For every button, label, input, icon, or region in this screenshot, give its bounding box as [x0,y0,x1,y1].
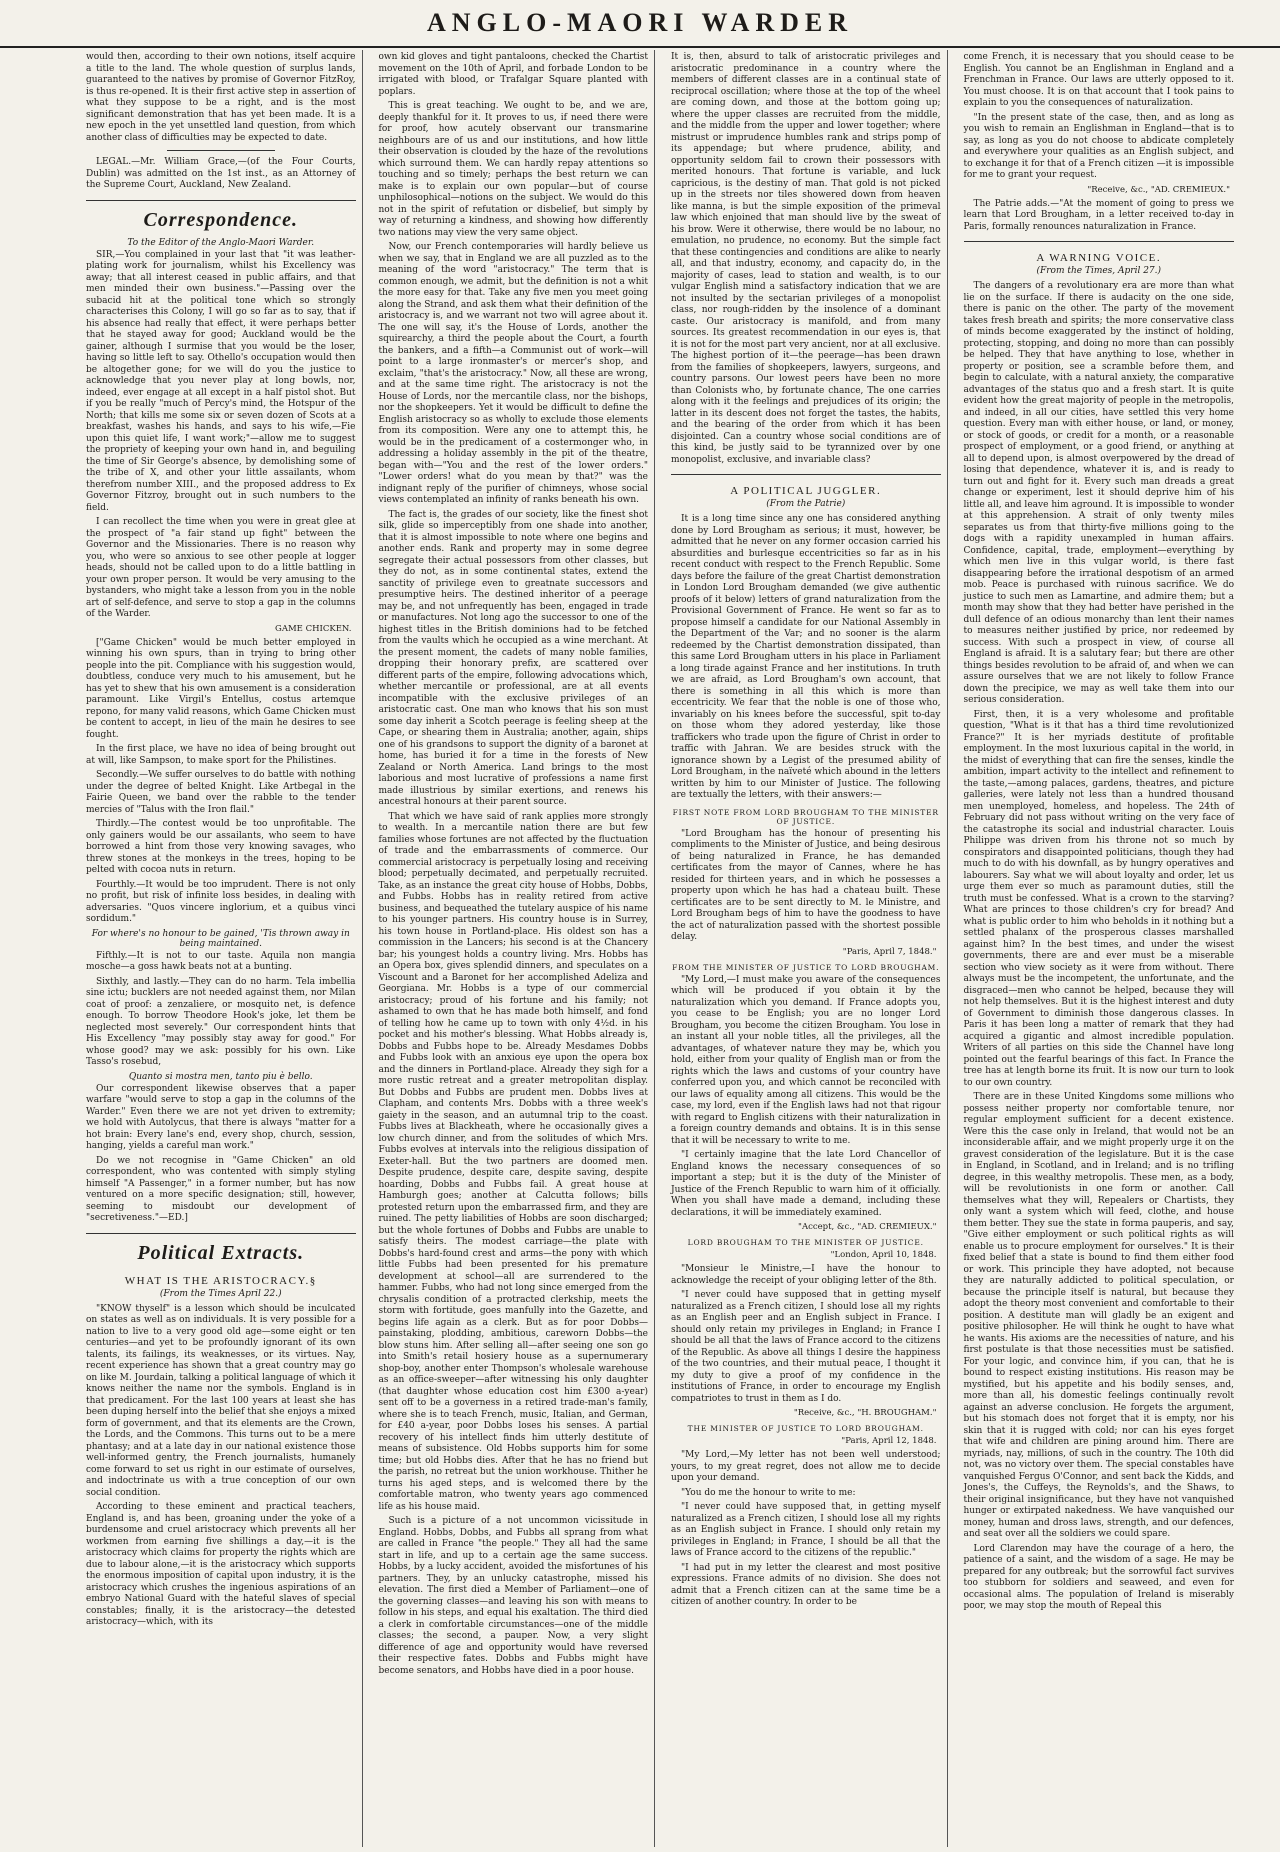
editor-reply-paragraph: Thirdly.—The contest would be too unprofitable. The only gainers would be our assailants, who seem to have borrowed a hint from those very knowing savages, who threw stones at the monkeys in the trees, hoping to be pelted with cocoa nuts in return. [86,819,356,875]
letter-paragraph: "You do me the honour to write to me: [681,1487,856,1498]
editor-reply-paragraph: ["Game Chicken" would be much better employed in winning his own spurs, than in trying to bring other people into the pit. Compliance with his suggestion would, doubtless, conduce very much to his amusement, but he has yet to shew that his own amusement is a consideration paramount. Like Virgil's Entellus, costus artemque repono, for many valid reasons, which Game Chicken must be content to accept, in lieu of the main he desires to see fought. [86,637,356,740]
article-paragraph: First, then, it is a very wholesome and profitable question, "What is it that has a third time revolutionized France?" It is her myriads destitute of profitable employment. In the most luxurious capital in the world, in the midst of everything that can fire the senses, kindle the ambition, impart activity to the intellect and refinement to the taste,—among palaces, gardens, theatres, and picture galleries, were lately not less than a hundred thousand men unemployed, homeless, and hopeless. The 24th of February did not pass without writing on the very face of the catastrophe its social and industrial character. Louis Philippe was driven from his throne not so much by conspirators and disappointed politicians, though they had much to do with his downfall, as by hungry operatives and labourers. Say what we will about loyalty and order, let us urge them ever so much as paramount duties, still the truth must be confessed. What is a crown to the starving? What are princes to those children's cry for bread? And what is public order to him who beholds in it nothing but a settled phalanx of the prosperous classes marshalled against him? In the best times, and under the wisest governments, there are and ever must be a miserable section who view society as it were from without. There always must be the incompetent, the unfortunate, and the disgraced—men who cannot be helped, because they will not help themselves. But it is the highest interest and duty of Government to diminish those dangerous classes. In Paris it has been long a matter of remark that they had acquired a gigantic and almost incredible population. Writers of all parties on this side the Channel have long pointed out the fearful bearings of this fact. In France the tree has at length borne its fruit. It is now our turn to look to our own country. [963,709,1234,1088]
letter-paragraph: "I never could have supposed that, in getting myself naturalized as a French citizen, I should lose all my rights as an English subject in France. I should only retain my privileges in England; in France, I should be all that the laws of France accord to the citizens of the republic." [671,1502,941,1558]
intro-paragraph: would then, according to their own notions, itself acquire a title to the land. The whole question of surplus lands, guaranteed to the natives by promise of Governor FitzRoy, is thus re-opened. It is their first active step in assertion of what they suppose to be a right, and is the most significant demonstration that has yet been made. It is a new epoch in the yet unsettled land question, from which another class of difficulties may be expected to date. [86,52,356,143]
article-paragraph: There are in these United Kingdoms some millions who possess neither property nor comfortable tenure, nor regular employment sufficient for a decent existence. Were this the case only in Ireland, that would not be an inconsiderable affair, and we might properly urge it on the gravest consideration of the legislature. But it is the case in England, in Scotland, and in Ireland; and is no trifling degree, in this wealthy metropolis. These men, as a body, will be revolutionists in one form or another. Call themselves what they will, Repealers or Chartists, they only want a system which will feed, clothe, and house them better. They sue the state in forma pauperis, and say, "Give either employment or such political rights as will enable us to procure employment for ourselves." It is their fixed belief that a state is bound to find them either food or work. This principle they have adopted, not because they are naturally addicted to political speculation, or because the principle itself is natural, but because they adopt the theory most convenient and comfortable to their position. A destitute man will gladly be an exigent and positive philosopher. He will think he ought to have what he wants. His axioms are the necessities of nature, and his first postulate is that those necessities must be satisfied. For your logic, and convince him, if you can, that he is bound to respect existing institutions. His reason may be mystified, but his appetite and his bodily senses, and, more than all, his domestic feelings continually revolt against an adverse conclusion. He forgets the argument, but his stomach does not forget that it is empty, nor his skin that it is rugged with cold; nor can his eyes forget that wife and children are pining around him. There are myriads, nay, millions, of such in the country. The 10th did not, was no victory over them. The special constables have vanquished Fergus O'Connor, and sent back the Kidds, and Jones's, the Cuffeys, the Reynolds's, and the Shaws, to their original insignificance, but they have not vanquished hunger or extirpated nakedness. We have vanquished our money, human and dross laws, strength, and our defences, and seat over all the soldiers we could spare. [963,1092,1234,1539]
article-heading: A POLITICAL JUGGLER. [730,485,882,497]
letter-paragraph: "Monsieur le Ministre,—I have the honour to acknowledge the receipt of your obliging letter of the 8th. [671,1264,941,1286]
letter-heading: LORD BROUGHAM TO THE MINISTER OF JUSTICE. [687,1238,924,1247]
divider [671,474,941,475]
masthead [0,0,1280,48]
article-paragraph: Lord Clarendon may have the courage of a hero, the patience of a saint, and the wisdom of a sage. He may be prepared for any outbreak; but the sorrowful fact survives too stubborn for soldiers and seaweed, and even for occasional alms. The population of Ireland is miserably poor, we may stop the mouth of Repeal this [963,1543,1234,1611]
article-paragraph: The Patrie adds.—"At the moment of going to press we learn that Lord Brougham, in a letter received to-day in Paris, formally renounces naturalization in France. [963,198,1234,232]
letter-paragraph: "I never could have supposed that in getting myself naturalized as a French citizen, I should lose all my rights as an English peer and an English subject in France. I should only retain my privileges in England; in France I should be all that the laws of France accord to the citizens of the Republic. As above all things I desire the happiness of the two countries, and their mutual peace, I thought it my duty to give a proof of my confidence in the institutions of France, in order to encourage my English compatriotes to trust in them as I do. [671,1290,941,1404]
letter-paragraph: "I had put in my letter the clearest and most positive expressions. France admits of no division. She does not admit that a French citizen can at the same time be a citizen of another country. In order to be [671,1562,941,1607]
columns [80,50,1240,1845]
letter-signature: "Receive, &c., "AD. CREMIEUX." [1087,184,1230,195]
article-paragraph: "KNOW thyself" is a lesson which should be inculcated on states as well as on individuals. It is very possible for a nation to live to a very good old age—some eight or ten centuries—and yet to be profoundly ignorant of its own talents, its failings, its weaknesses, or its virtues. Nay, recent experience has shown that a great country may go on like M. Jourdain, talking a political language of which it knows neither the name nor the symbols. England is in that predicament. For the last 100 years at least she has been duping herself into the belief that she enjoys a mixed form of government, and that its elements are the Crown, the Lords, and the Commons. This turns out to be a mere phantasy; and at a late day in our national existence those well-informed gentry, the French journalists, humanely come forward to set us right in our estimate of ourselves, and indoctrinate us with a true conception of our own social condition. [86,1303,356,1498]
article-paragraph: This is great teaching. We ought to be, and we are, deeply thankful for it. It proves to us, if need there were for proof, how acutely observant our transmarine neighbours are of us and our institutions, and how little their observation is clouded by the haze of the revolutions which surround them. We can hardly repay attentions so touching and so timely; perhaps the best return we can make is to explain our own popular—but of course unphilosophical—notions on the subject. We would do this not in the spirit of refutation or disbelief, but simply by way of returning a kindness, and showing how differently two nations may view the very same object. [378,101,648,238]
verse-quote: Quanto si mostra men, tanto piu è bello. [128,1071,313,1082]
letter-paragraph: come French, it is necessary that you should cease to be English. You cannot be an Englishman in England and a Frenchman in France. Our laws are utterly opposed to it. You must choose. It is on that account that I took pains to explain to you the consequences of naturalization. [963,52,1234,108]
letter-heading: FROM THE MINISTER OF JUSTICE TO LORD BROUGHAM. [672,962,940,972]
letter-paragraph: "I certainly imagine that the late Lord Chancellor of England knows the necessary consequences of so important a step; but it is the duty of the Minister of Justice of the French Republic to warn him of it officially. When you shall have made a demand, including these declarations, it will be immediately examined. [671,1150,941,1218]
article-paragraph: Now, our French contemporaries will hardly believe us when we say, that in England we are all puzzled as to the meaning of the word "aristocracy." The term that is common enough, we admit, but the definition is not a whit the more easy for that. Take any five men you meet going along the Strand, and ask them what their definition of the aristocracy is, and we warrant not two will agree about it. The one will say, it's the House of Lords, another the squirearchy, a third the people about the Court, a fourth the bankers, and a fifth—a Communist out of work—will point to a large ironmaster's or mercer's shop, and exclaim, "that's the aristocracy." Now, all these are wrong, and at the same time right. The aristocracy is not the House of Lords, nor the mercantile class, nor the bishops, nor the shopkeepers. Yet it would be difficult to define the English aristocracy so as wholly to exclude those elements from its composition. Were any one to attempt this, he would be in the predicament of a costermonger who, in addressing a holiday assembly in the pit of the theatre, began with—"You and the rest of the lower orders." "Lower orders! what do you mean by that?" was the indignant reply of the purifier of chimneys, whose social views contemplated an infinity of ranks beneath his own. [378,242,648,505]
verse-quote: For where's no honour to be gained, 'Tis thrown away in being maintained. [91,928,350,949]
article-paragraph: It is, then, absurd to talk of aristocratic privileges and aristocratic predominance in a country where the members of different classes are in a continual state of reciprocal oscillation; where those at the top of the wheel are coming down, and those at the bottom going up; where the upper classes are recruited from the middle, and the middle from the upper and lower together; where mistrust or imprudence humbles rank and strips pomp of its appendage; but where prudence, ability, and opportunity seldom fail to crown their possessors with merited honours. That fortune is variable, and luck capricious, is the destiny of man. That gold is not picked up in the streets nor tiles showered down from heaven like manna, is but the simple exposition of the primeval law which enjoined that man should live by the sweat of his brow. Were it otherwise, there would be no labour, no emulation, no prudence, no economy. But the simple fact that these contingencies and conditions are alike to nearly all, and that industry, economy, and capacity do, in the majority of cases, lead to station and wealth, is to our vulgar English mind a satisfactory indication that we are not insulted by the sectarian privileges of a monopolist class, nor rough-ridden by the insolence of a dominant caste. Our aristocracy is manifold, and from many sources. Its greatest recommendation in our eyes is, that it is not for the most part very ancient, nor at all exclusive. The highest portion of it—the peerage—has been drawn from the families of shopkeepers, lawyers, surgeons, and country parsons. Our lowest peers have been no more than Colonists who, by fortunate chance, The one carries along with it the feelings and prejudices of its origin; the latter in its descent does not forget the tastes, the habits, and the bearing of the order from which it has been disjointed. Can a country whose social conditions are of this kind, be justly said to be tyrannized over by one monopolist, exclusive, and invariable class? [671,52,941,465]
masthead-title: ANGLO-MAORI WARDER [426,8,854,37]
article-source: (From the Times April 22.) [159,1288,282,1299]
editor-reply-paragraph: Do we not recognise in "Game Chicken" an old correspondent, who was contented with simply styling himself "A Passenger," in a former number, but has now ventured on a more specific designation; still, however, seeming to misdoubt our development of "secretiveness."—ED.] [86,1155,356,1223]
divider [86,1233,356,1234]
editor-reply-paragraph: In the first place, we have no idea of being brought out at will, like Sampson, to make sport for the Philistines. [86,744,356,766]
letter-paragraph: "My Lord,—My letter has not been well understood; yours, to my great regret, does not allow me to decide upon your demand. [671,1450,941,1483]
letter-paragraph: "In the present state of the case, then, and as long as you wish to remain an Englishman in England—that is to say, as long as you do not choose to abdicate completely and everywhere your qualities as an English subject, and to exchange it for that of a French citizen —it is impossible for me to grant your request. [963,112,1235,180]
article-paragraph: Such is a picture of a not uncommon vicissitude in England. Hobbs, Dobbs, and Fubbs all sprang from what are called in France "the people." They all had the same start in life, and up to a certain age the same success. Hobbs, by a lucky accident, avoided the misfortunes of his partners. They, by an unlucky catastrophe, missed his elevation. The first died a Member of Parliament—one of the governing classes—and leaving his son with means to follow in his steps, and equal his exaltation. The third died a clerk in comfortable circumstances—one of the middle classes; the second, a pauper. Now, a very slight difference of age and opportunity would have reversed their respective fates. Dobbs and Fubbs might have become senators, and Hobbs have died in a poor house. [378,1516,648,1676]
article-source: (From the Times, April 27.) [1036,266,1162,276]
article-paragraph: The dangers of a revolutionary era are more than what lie on the surface. If there is audacity on the one side, there is panic on the other. The party of the movement takes fresh breath and spirits; the more conservative class of minds become exaggerated by the instinct of holding, protecting, stopping, and doing no more than can possibly be helped. They that have anything to lose, whether in property or position, see a scramble before them, and begin to calculate, with a natural anxiety, the comparative advantages of the status quo and a fresh start. It is quite evident how the great majority of people in the metropolis, and indeed, in all our cities, have settled this very home question. Every man with either house, or land, or money, or stock of goods, or credit for a month, or a reasonable prospect of employment, or a good friend, or anything at all to depend upon, is almost overpowered by the dread of losing that dependence, whatever it is, and is ready to turn out and fight for it. Every such man dreads a great change or experiment, lest it should deprive him of his little all, and leave him aground. It is impossible to wonder at this apprehension. A strait of only twenty miles separates us from that thirty-five millions going to the dogs with a rapidity unexampled in human affairs. Confidence, capital, trade, employment—everything by which men live in this vulgar world, is there fast disappearing before the irrational despotism of an armed mob. Peace is purchased with ruinous sacrifice. We do justice to such men as Lamartine, and admire them; but a month may show that they had better have perished in the dull defence of an odious monarchy than lent their names to measures neither justified by price, nor redeemed by success. With such a prospect in view, of course all England is afraid. It is a salutary fear; but there are other things besides revolution to be afraid of, and when we can assure ourselves that we are not likely to follow France down the precipice, we may as well take them into our serious consideration. [963,281,1234,705]
letter-paragraph: "Lord Brougham has the honour of presenting his compliments to the Minister of Justice, and being desirous of being naturalized in France, he has demanded certificates from the mayor of Cannes, where he has resided for thirteen years, and in which he possesses a property upon which he has had a chateau built. These certificates are to be sent directly to M. le Ministre, and Lord Brougham begs of him to have the goodness to have the act of naturalization passed with the shortest possible delay. [671,828,941,942]
letter-heading: FIRST NOTE FROM LORD BROUGHAM TO THE MINISTER OF JUSTICE. [672,807,939,826]
editor-reply-paragraph: Fifthly.—It is not to our taste. Aquila non mangia mosche—a goss hawk beats not at a bunting. [86,950,356,972]
letter-heading: THE MINISTER OF JUSTICE TO LORD BROUGHAM. [687,1424,924,1433]
letter-date: "Paris, April 7, 1848." [842,946,937,957]
correspondence-addressee: To the Editor of the Anglo-Maori Warder. [127,237,315,248]
column-4 [958,50,1241,1847]
legal-notice: LEGAL.—Mr. William Grace,—(of the Four Courts, Dublin) was admitted on the 1st inst., as an Attorney of the Supreme Court, Auckland, New Zealand. [86,157,356,190]
correspondence-paragraph: SIR,—You complained in your last that "it was leather-plating work for journalism, whilst his Excellency was away; that all interest ceased in public affairs, and that men minded their own business."—Passing over the subacid hit at the political tone which so strongly characterises this Colony, I will go so far as to say, that if his absence had really that effect, it were perhaps better that he stayed away for good; Auckland would be the gainer, although I surmise that you would be the loser, having so little left to say. Othello's occupation would then be altogether gone; for we will do you the justice to acknowledge that you never play at long bowls, nor, indeed, ever engage at all except in a half pistol shot. But if you be really "much of Percy's mind, the Hotspur of the North; that kills me some six or seven dozen of Scots at a breakfast, washes his hands, and says to his wife,—Fie upon this quiet life, I want work;"—allow me to suggest the propriety of keeping your own hand in, and beguiling the time of Sir George's absence, by demolishing some of the tribe of X, and other your little assailants, whom therefrom number XIII., and the proposed address to Ex Governor Fitzroy, brought out in such numbers to the field. [86,249,356,513]
divider [964,241,1235,242]
editor-reply-paragraph: Secondly.—We suffer ourselves to do battle with nothing under the degree of belted Knight. Like Artbegal in the Fairie Queen, we band over the rabble to the tender mercies of "Talus with the Iron flail." [86,770,356,815]
political-extracts-heading: Political Extracts. [137,1241,305,1264]
correspondence-paragraph: I can recollect the time when you were in great glee at the prospect of "a fair stand up fight" between the Governor and the Missionaries. There is no reason why you, who were so anxious to see other people at logger heads, should not be called upon to do a little battling in your own proper person. It would be very amusing to the bystanders, who might take a lesson from you in the noble art of self-defence, and serve to stop a gap in the columns of the Warder. [86,517,356,619]
editor-reply-paragraph: Our correspondent likewise observes that a paper warfare "would serve to stop a gap in the columns of the Warder." Even there we are not yet driven to extremity; we hold with Autolycus, that there is always "matter for a hot brain: Every lane's end, every shop, church, session, hanging, yields a careful man work." [86,1083,356,1151]
column-3 [665,50,948,1847]
article-paragraph: own kid gloves and tight pantaloons, checked the Chartist movement on the 10th of April, and forbade London to be irrigated with blood, or Trafalgar Square planted with poplars. [378,52,648,97]
article-source: (From the Patrie) [766,499,846,509]
article-heading: WHAT IS THE ARISTOCRACY.§ [124,1274,317,1287]
letter-date: "London, April 10, 1848. [830,1250,937,1260]
correspondence-signature: GAME CHICKEN. [275,623,352,634]
letter-date: "Paris, April 12, 1848. [841,1436,937,1446]
editor-reply-paragraph: Fourthly.—It would be too imprudent. There is not only no profit, but risk of infinite loss besides, in dealing with adversaries. "Quos vincere inglorium, et a quibus vinci sordidum." [86,879,356,924]
letter-signature: "Receive, &c., "H. BROUGHAM." [793,1408,937,1418]
article-heading: A WARNING VOICE. [1036,252,1162,264]
column-2 [373,50,656,1847]
article-paragraph: According to these eminent and practical teachers, England is, and has been, groaning under the yoke of a burdensome and cruel aristocracy which prevents all her workmen from earning five shillings a day,—it is the aristocracy which claims for property the rights which are due to labour alone,—it is the aristocracy which supports the enormous imposition of capital upon industry, it is the aristocracy which crushes the ingenious aspirations of an embryo National Guard with the hateful slaves of special constables; finally, it is the aristocracy—the detested aristocracy—which, with its [86,1502,356,1627]
divider [86,200,356,201]
letter-signature: "Accept, &c., "AD. CREMIEUX." [798,1222,937,1232]
letter-paragraph: "My Lord,—I must make you aware of the consequences which will be produced if you obtain it by the naturalization which you demand. If France adopts you, you cease to be English; you are no longer Lord Brougham, you become the citizen Brougham. You lose in an instant all your noble titles, all the privileges, all the advantages, of whatever nature they may be, which you hold, either from your quality of English man or from the rights which the laws and customs of your country have conferred upon you, and which cannot be reconciled with our laws of equality among all citizens. This would be the case, my lord, even if the English laws had not that rigour with regard to English citizens with their naturalization in a foreign country demands and obtains. It is in this sense that it will be necessary to write to me. [671,974,941,1146]
editor-reply-paragraph: Sixthly, and lastly.—They can do no harm. Tela imbellia sine ictu; bucklers are not needed against them, nor Milan coat of proof: a zenzaliere, or mosquito net, is defence enough. To borrow Theodore Hook's joke, let them be neglected most severely." Our correspondent hints that His Excellency "may possibly stay away for good." For whose good? may we ask: possibly for his own. Like Tasso's rosebud, [86,976,356,1067]
article-paragraph: The fact is, the grades of our society, like the finest shot silk, glide so imperceptibly from one shade into another, that it is almost impossible to note where one begins and another ends. Rank and property may in some degree segregate their actual possessors from other classes, but they do not, as in some continental states, extend the sanctity of privilege even to greatnate successors and presumptive heirs. The destined inheritor of a peerage may be, and not unfrequently has been, engaged in trade or manufactures. Not long ago the successor to one of the highest titles in the British dominions had to be fetched from the vaults which he occupied as a wine merchant. At the present moment, the cadets of many noble families, dropping their honorary prefix, are scattered over different parts of the empire, following advocations which, whether mercantile or professional, are at all events incompatible with the exclusive privileges of an aristocratic cast. One man who knows that his son must some day inherit a Scotch peerage is feeling sheep at the Cape, or shearing them in Australia; another, again, ships one of his grandsons to support the dignity of a baronet at home, has buried it for a time in the forests of New Zealand or North America. Land brings to the most laborious and most lucrative of professions a name first made illustrious by similar exertions, and renews his ancestral honours at their parent source. [378,509,648,807]
article-paragraph: It is a long time since any one has considered anything done by Lord Brougham as serious; it must, however, be admitted that he never on any former occasion carried his absurdities and burlesque eccentricities so far as in his recent conduct with respect to the French Republic. Some days before the failure of the great Chartist demonstration in London Lord Brougham demanded (we give authentic proofs of it below) letters of grand naturalization from the Provisional Government of France. He went so far as to propose himself a candidate for our National Assembly in the Department of the Var; and no sooner is the alarm redeemed by the Chartist demonstration dissipated, than this same Lord Brougham utters in his place in Parliament a long tirade against France and her institutions. In truth we are afraid, as Lord Brougham's own account, that there is something in all this which is more than eccentricity. We fear that the noble is one of those who, invariably on his knees before the successful, spit to-day on those whom they adored yesterday, like those traffickers who trade upon the figure of Christ in order to traffic with Jahran. We are besides struck with the ignorance shown by a Legist of the presumed ability of Lord Brougham, in the naïveté which abound in the letters written by him to our Minister of Justice. The following are textually the letters, with their answers:— [671,514,941,800]
correspondence-heading: Correspondence. [143,208,298,231]
column-1 [80,50,363,1847]
article-paragraph: That which we have said of rank applies more strongly to wealth. In a mercantile nation there are but few families whose fortunes are not affected by the fluctuation of trade and the embarrassments of commerce. Our commercial aristocracy is perpetually losing and receiving blood; perpetually decimated, and perpetually recruited. Take, as an instance the great city house of Hobbs, Dobbs, and Fubbs. Hobbs has in reality retired from active business, and bequeathed the tutelary auspice of his name to his younger partners. His country house is in Surrey, his town house in Portland-place. His oldest son has a commission in the Lancers; his second is at the Chancery bar; his youngest holds a country living. Mrs. Hobbs has an Opera box, gives splendid dinners, and speculates on a Viscount and a Baronet for her accomplished Adeliza and Georgiana. Mr. Hobbs is a type of our commercial aristocracy; proud of his fortune and his family; not ashamed to own that he has made both himself, and fond of telling how he came up to town with only 4½d. in his pocket and his mother's blessing. What Hobbs already is, Dobbs and Fubbs hope to be. Already Mesdames Dobbs and Fubbs look with an anxious eye upon the opera box and the dinners in Portland-place. Already they sigh for a more rustic retreat and a greater metropolitan display. But Dobbs and Fubbs are prudent men. Dobbs lives at Clapham, and contents Mrs. Dobbs with a three week's gaiety in the season, and an autumnal trip to the coast. Fubbs lives at Blackheath, where he occasionally gives a low church dinner, and from the solitudes of which Mrs. Fubbs evolves at intervals into the religious dissipation of Exeter-hall. But the two partners are doomed men. Despite prudence, despite care, despite saving, despite hoarding, Dobbs and Fubbs fail. A great house at Hamburgh goes; another at Calcutta follows; bills protested return upon the embarrassed firm, and they are ruined. The petty liabilities of Hobbs are soon discharged; but the whole fortunes of Dobbs and Fubbs are unable to satisfy theirs. The modest carriage—the plate with Dobbs's hard-found crest and arms—the pony with which little Fubbs had been presented for his premature development at school—all are surrendered to the hammer. Fubbs, who had not long since emerged from the chrysalis condition of a protracted clerkship, meets the storm with fortitude, goes manfully into the Gazette, and begins life again as a clerk. But as for poor Dobbs—painstaking, plodding, ambitious, careworn Dobbs—the blow stuns him. After selling all—after seeing one son go into Smith's retail hosiery house as a supernumerary shop-boy, another enter Thompson's wholesale warehouse as an office-sweeper—after witnessing his only daughter (that daughter whose education cost him £300 a-year) sent off to be a governess in a retired trade-man's family, where she is to teach French, music, Italian, and German, for £40 a-year, poor Dobbs loses his senses. A partial recovery of his intellect finds him utterly destitute of means of subsistence. Old Hobbs supports him for some time; but old Hobbs dies. After that he has no friend but the parish, no retreat but the union workhouse. Thither he turns his aged steps, and is welcomed there by the comfortable matron, who twenty years ago commenced life as his house maid. [378,811,648,1512]
divider [167,150,275,151]
